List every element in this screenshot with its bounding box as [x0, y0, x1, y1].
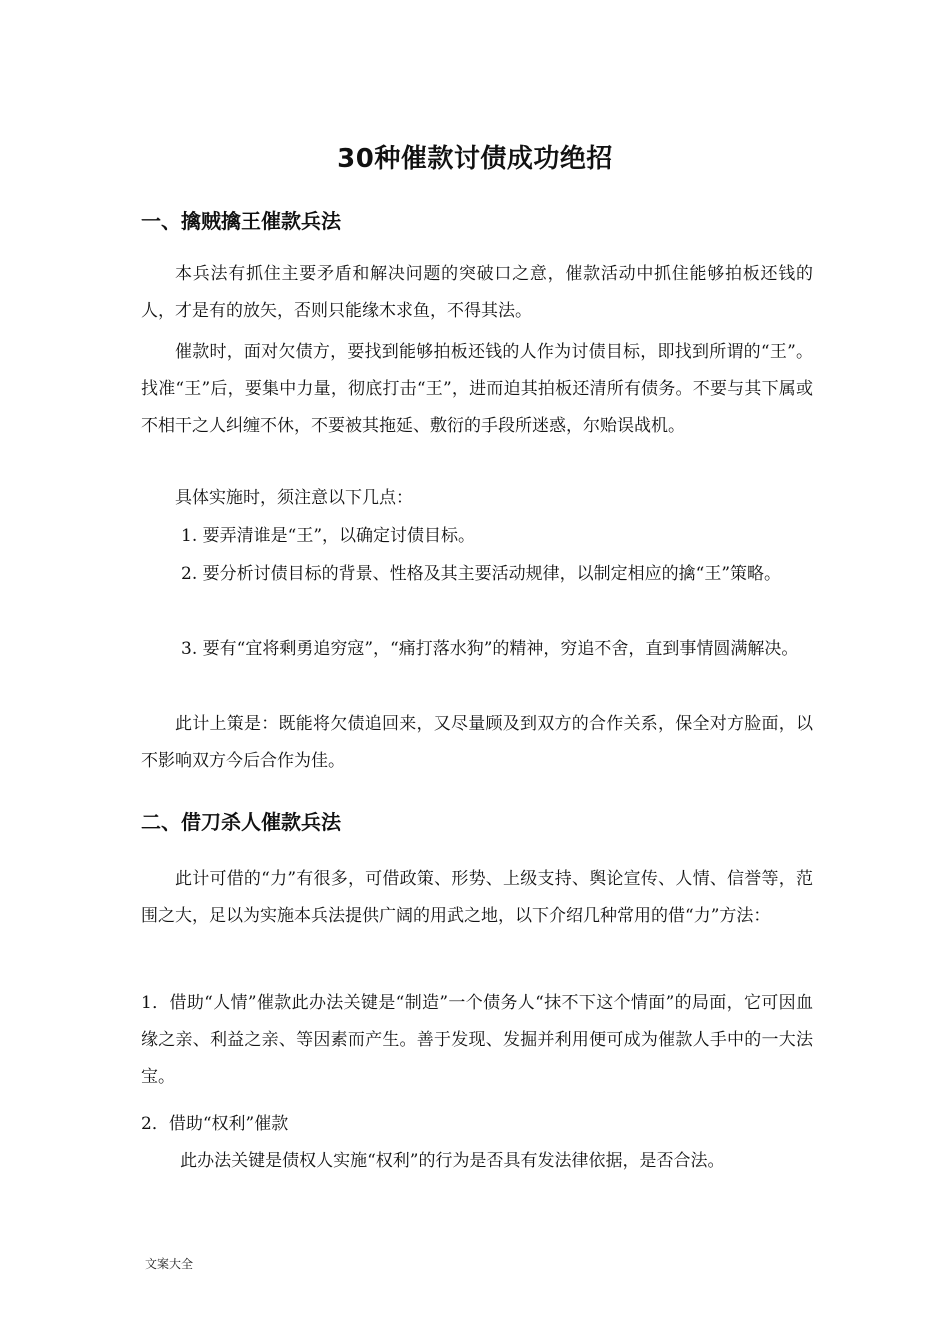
section-1-paragraph-3: 具体实施时，须注意以下几点： [175, 488, 413, 508]
section-1-list-item-2: 2. 要分析讨债目标的背景、性格及其主要活动规律，以制定相应的擒“王”策略。 [181, 564, 782, 584]
section-2-paragraph-4: 此办法关键是债权人实施“权利”的行为是否具有发法律依据，是否合法。 [180, 1151, 725, 1171]
section-1-heading: 一、擒贼擒王催款兵法 [141, 209, 341, 233]
section-1-list-item-3: 3. 要有“宜将剩勇追穷寇”，“痛打落水狗”的精神，穷追不舍，直到事情圆满解决。 [181, 639, 799, 659]
section-1-paragraph-4: 此计上策是：既能将欠债追回来，又尽量顾及到双方的合作关系，保全对方脸面，以不影响双方今后合作为佳。 [141, 714, 813, 771]
section-1-paragraph-2: 催款时，面对欠债方，要找到能够拍板还钱的人作为讨债目标，即找到所谓的“王”。找准“王”后，要集中力量，彻底打击“王”，进而迫其拍板还清所有债务。不要与其下属或不相干之人纠缠不休，不要被其拖延、敷衍的手段所迷惑，尔贻误战机。 [141, 342, 813, 436]
section-2-paragraph-2: 1．借助“人情”催款此办法关键是“制造”一个债务人“抹不下这个情面”的局面，它可因血缘之亲、利益之亲、等因素而产生。善于发现、发掘并利用便可成为催款人手中的一大法宝。 [141, 993, 813, 1087]
section-1-list-item-1: 1. 要弄清谁是“王”，以确定讨债目标。 [181, 526, 476, 546]
section-2-heading: 二、借刀杀人催款兵法 [141, 810, 341, 834]
section-2-paragraph-1: 此计可借的“力”有很多，可借政策、形势、上级支持、舆论宣传、人情、信誉等，范围之大，足以为实施本兵法提供广阔的用武之地，以下介绍几种常用的借“力”方法： [141, 869, 813, 926]
document-title: 30种催款讨债成功绝招 [337, 144, 613, 174]
section-1-paragraph-1: 本兵法有抓住主要矛盾和解决问题的突破口之意，催款活动中抓住能够拍板还钱的人，才是有的放矢，否则只能缘木求鱼，不得其法。 [141, 264, 813, 321]
section-2-paragraph-3: 2．借助“权利”催款 [141, 1114, 289, 1134]
page-footer: 文案大全 [145, 1257, 194, 1271]
